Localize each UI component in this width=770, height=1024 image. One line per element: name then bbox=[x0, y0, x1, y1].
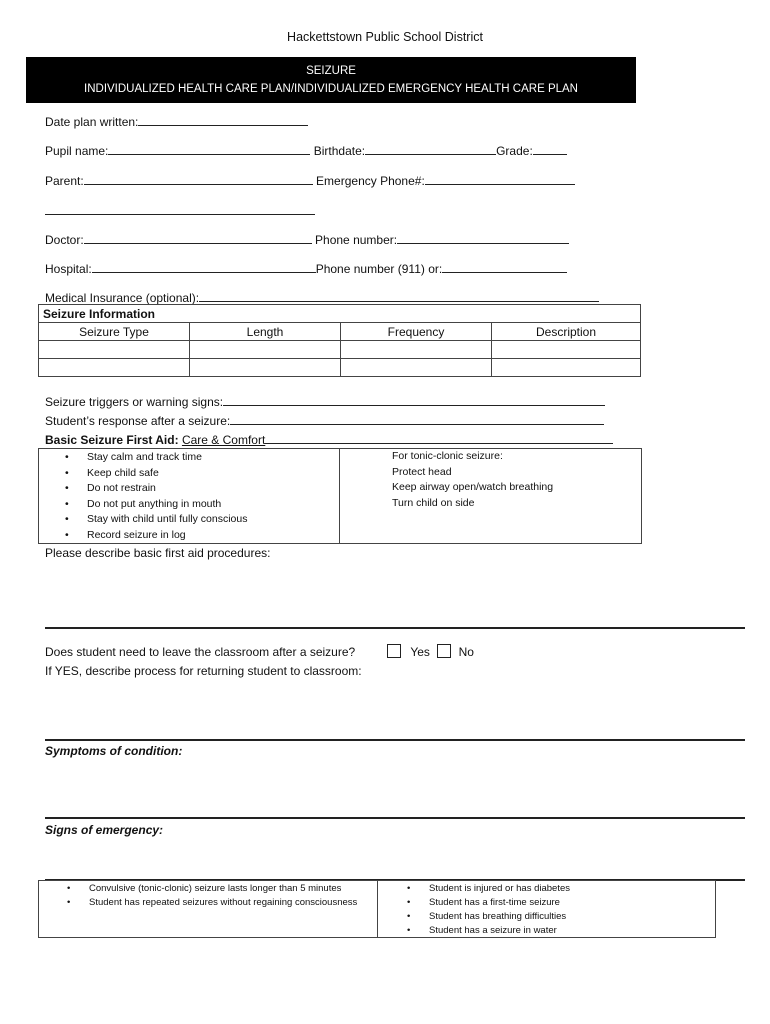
triggers-row bbox=[45, 393, 605, 409]
birthdate-label: Birthdate: bbox=[313, 144, 366, 158]
list-item: Keep airway open/watch breathing bbox=[392, 481, 554, 493]
parent-row bbox=[45, 172, 575, 188]
hospital-label: Hospital: bbox=[45, 262, 92, 276]
response-row bbox=[45, 412, 604, 428]
date-plan-written-input[interactable] bbox=[138, 113, 308, 126]
list-item: • Student has repeated seizures without regaining consciousness bbox=[39, 896, 377, 910]
emergency-phone-label: Emergency Phone#: bbox=[316, 174, 425, 188]
district-name: Hackettstown Public School District bbox=[287, 30, 483, 44]
title-banner bbox=[26, 57, 636, 103]
list-item: • Student has a seizure in water bbox=[379, 924, 709, 938]
table-cell[interactable] bbox=[492, 341, 641, 359]
phone-number-input[interactable] bbox=[397, 231, 569, 244]
hospital-row bbox=[45, 260, 567, 276]
yes-label: Yes bbox=[410, 645, 430, 659]
table-cell[interactable] bbox=[341, 359, 492, 377]
banner-line-1: SEIZURE bbox=[306, 65, 356, 77]
hospital-input[interactable] bbox=[92, 260, 316, 273]
pupil-name-row bbox=[45, 142, 567, 158]
parent-input[interactable] bbox=[84, 172, 313, 185]
col-description: Description bbox=[492, 323, 641, 341]
triggers-label: Seizure triggers or warning signs: bbox=[45, 395, 224, 409]
col-frequency: Frequency bbox=[341, 323, 492, 341]
banner-line-2: INDIVIDUALIZED HEALTH CARE PLAN/INDIVIDUALIZED EMERGENCY HEALTH CARE PLAN bbox=[84, 83, 578, 95]
list-item: • Do not put anything in mouth bbox=[39, 497, 339, 513]
first-aid-box bbox=[38, 448, 642, 544]
table-cell[interactable] bbox=[341, 341, 492, 359]
tonic-clonic-title: For tonic-clonic seizure: bbox=[392, 450, 503, 462]
first-aid-divider bbox=[339, 449, 340, 543]
leave-classroom-question: Does student need to leave the classroom after a seizure? bbox=[45, 645, 356, 659]
section-divider bbox=[45, 739, 745, 741]
doctor-label: Doctor: bbox=[45, 233, 84, 247]
emergency-phone-input[interactable] bbox=[425, 172, 575, 185]
col-seizure-type: Seizure Type bbox=[39, 323, 190, 341]
list-item: • Keep child safe bbox=[39, 466, 339, 482]
date-plan-written-row bbox=[45, 113, 308, 129]
pupil-name-input[interactable] bbox=[108, 142, 310, 155]
first-aid-label: Basic Seizure First Aid: bbox=[45, 433, 179, 447]
yes-checkbox[interactable] bbox=[387, 644, 401, 658]
date-plan-written-label: Date plan written: bbox=[45, 115, 139, 129]
emergency-signs-box bbox=[38, 880, 716, 938]
emergency-right-list bbox=[379, 882, 709, 938]
parent-extra-row bbox=[45, 202, 315, 218]
emergency-left-list bbox=[39, 882, 377, 910]
list-item: • Convulsive (tonic-clonic) seizure lasts longer than 5 minutes bbox=[39, 882, 377, 896]
first-aid-right-list bbox=[392, 449, 632, 511]
list-item: • Student has breathing difficulties bbox=[379, 910, 709, 924]
list-item: • Student is injured or has diabetes bbox=[379, 882, 709, 896]
yes-no-group bbox=[387, 644, 474, 659]
col-length: Length bbox=[190, 323, 341, 341]
grade-label: Grade: bbox=[496, 144, 533, 158]
pupil-name-label: Pupil name: bbox=[45, 144, 109, 158]
table-cell[interactable] bbox=[190, 341, 341, 359]
parent-label: Parent: bbox=[45, 174, 84, 188]
first-aid-line bbox=[265, 431, 613, 444]
table-cell[interactable] bbox=[39, 341, 190, 359]
doctor-input[interactable] bbox=[84, 231, 312, 244]
table-cell[interactable] bbox=[492, 359, 641, 377]
list-item: • Stay with child until fully conscious bbox=[39, 512, 339, 528]
first-aid-value: Care & Comfort bbox=[181, 433, 266, 447]
first-aid-row bbox=[45, 431, 613, 447]
grade-input[interactable] bbox=[533, 142, 567, 155]
symptoms-label: Symptoms of condition: bbox=[45, 744, 183, 758]
table-row bbox=[39, 359, 641, 377]
no-label: No bbox=[458, 645, 474, 659]
phone-number-label: Phone number: bbox=[315, 233, 398, 247]
section-divider bbox=[45, 817, 745, 819]
parent-extra-input[interactable] bbox=[45, 202, 315, 215]
table-cell[interactable] bbox=[190, 359, 341, 377]
describe-first-aid-label: Please describe basic first aid procedures: bbox=[45, 546, 271, 560]
phone-911-label: Phone number (911) or: bbox=[315, 262, 443, 276]
medical-insurance-input[interactable] bbox=[199, 289, 599, 302]
response-label: Student’s response after a seizure: bbox=[45, 414, 231, 428]
seizure-info-title: Seizure Information bbox=[39, 305, 641, 323]
doctor-row bbox=[45, 231, 569, 247]
medical-insurance-row bbox=[45, 289, 599, 305]
list-item: • Stay calm and track time bbox=[39, 450, 339, 466]
birthdate-input[interactable] bbox=[365, 142, 496, 155]
list-item: • Do not restrain bbox=[39, 481, 339, 497]
first-aid-left-list bbox=[39, 450, 339, 543]
signs-emergency-label: Signs of emergency: bbox=[45, 823, 164, 837]
response-input[interactable] bbox=[230, 412, 604, 425]
phone-911-input[interactable] bbox=[442, 260, 567, 273]
list-item: • Record seizure in log bbox=[39, 528, 339, 544]
list-item: Protect head bbox=[392, 465, 452, 478]
triggers-input[interactable] bbox=[223, 393, 605, 406]
list-item: • Student has a first-time seizure bbox=[379, 896, 709, 910]
list-item: Turn child on side bbox=[392, 496, 475, 509]
medical-insurance-label: Medical Insurance (optional): bbox=[45, 291, 200, 305]
emergency-divider bbox=[377, 881, 378, 937]
return-process-label: If YES, describe process for returning student to classroom: bbox=[45, 664, 362, 678]
section-divider bbox=[45, 627, 745, 629]
table-cell[interactable] bbox=[39, 359, 190, 377]
seizure-info-table bbox=[38, 304, 641, 377]
table-row bbox=[39, 341, 641, 359]
no-checkbox[interactable] bbox=[437, 644, 451, 658]
